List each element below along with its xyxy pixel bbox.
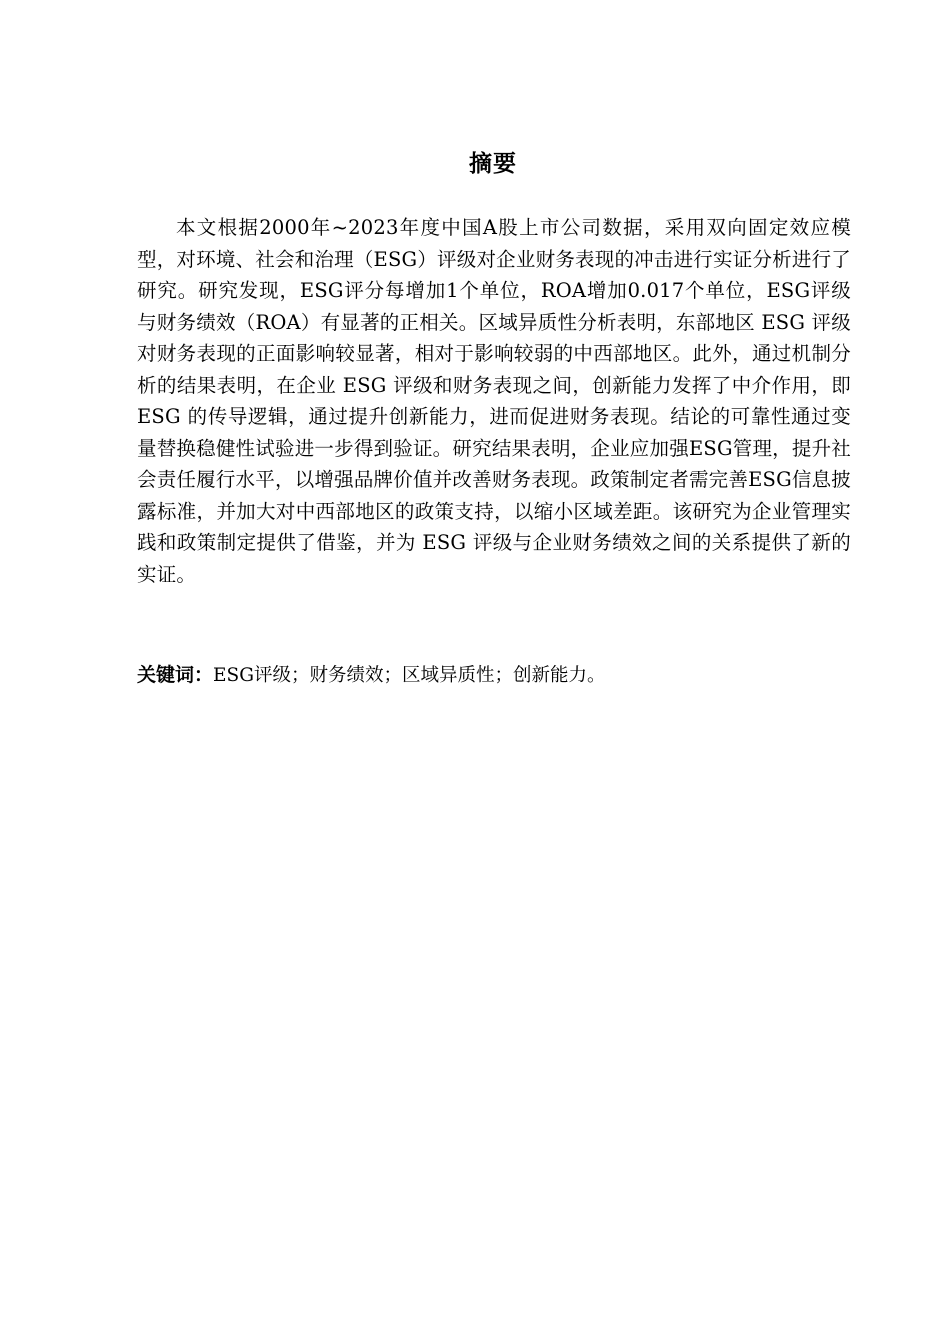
- abstract-title: 摘要: [469, 151, 517, 177]
- abstract-paragraph: 本文根据2000年~2023年度中国A股上市公司数据，采用双向固定效应模型，对环境、社会和治理（ESG）评级对企业财务表现的冲击进行实证分析进行了研究。研究发现，ESG评分每增加1个单位，ROA增加0.017个单位，ESG评级与财务绩效（ROA）有显著的正相关。区域异质性分析表明，东部地区 ESG 评级对财务表现的正面影响较显著，相对于影响较弱的中西部地区。此外，通过机制分析的结果表明，在企业 ESG 评级和财务表现之间，创新能力发挥了中介作用，即 ESG 的传导逻辑，通过提升创新能力，进而促进财务表现。结论的可靠性通过变量替换稳健性试验进一步得到验证。研究结果表明，企业应加强ESG管理，提升社会责任履行水平，以增强品牌价值并改善财务表现。政策制定者需完善ESG信息披露标准，并加大对中西部地区的政策支持，以缩小区域差距。该研究为企业管理实践和政策制定提供了借鉴，并为 ESG 评级与企业财务绩效之间的关系提供了新的实证。: [137, 216, 851, 586]
- keywords-text: ESG评级；财务绩效；区域异质性；创新能力。: [213, 665, 606, 686]
- keywords-line: [137, 660, 851, 691]
- keywords-label: 关键词：: [137, 664, 214, 686]
